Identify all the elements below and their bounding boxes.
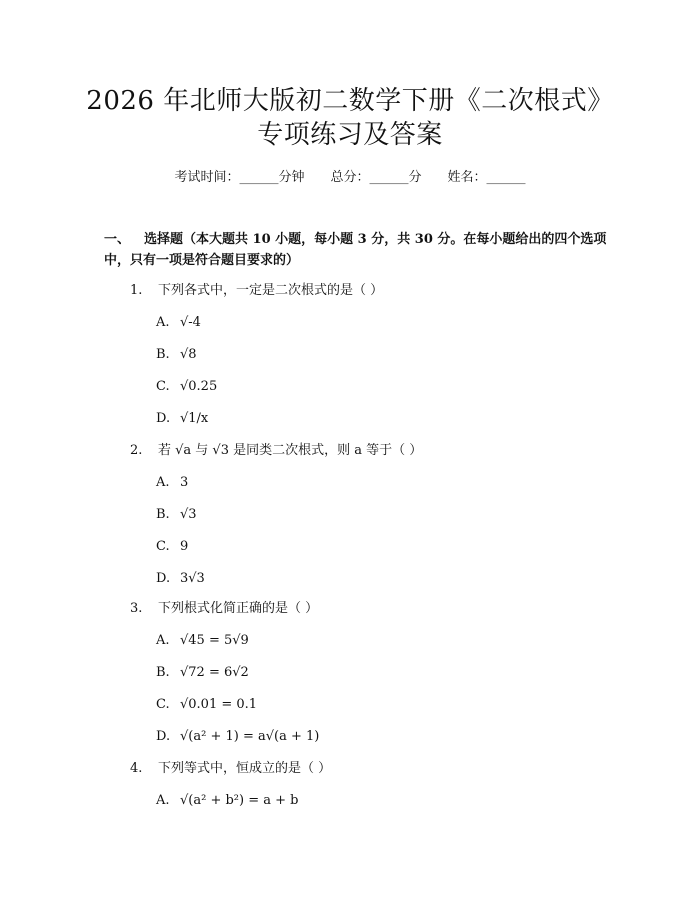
option-text: 9: [180, 539, 189, 554]
document-title-line-1: 2026 年北师大版初二数学下册《二次根式》: [86, 86, 614, 116]
option-label: C.: [156, 697, 170, 712]
option-label: A.: [156, 633, 170, 648]
option-text: √45 = 5√9: [180, 633, 249, 648]
exam-info-line: [0, 168, 700, 188]
option-text: √-4: [180, 315, 201, 330]
score-unit: 分: [408, 170, 422, 185]
question-3-option-b: [156, 663, 249, 683]
question-2-option-b: [156, 505, 197, 525]
score-label: 总分：: [330, 170, 370, 185]
question-2-option-c: [156, 537, 188, 557]
option-text: √72 = 6√2: [180, 665, 249, 680]
option-label: A.: [156, 793, 170, 808]
option-text: √1/x: [180, 411, 209, 426]
question-1-option-d: [156, 409, 208, 429]
question-1: [130, 281, 383, 301]
option-label: D.: [156, 411, 171, 426]
question-text: 下列等式中，恒成立的是（ ）: [158, 761, 332, 776]
question-2-option-a: [156, 473, 188, 493]
question-3: [130, 599, 318, 619]
option-text: √8: [180, 347, 197, 362]
question-1-option-a: [156, 313, 201, 333]
option-text: √0.01 = 0.1: [180, 697, 258, 712]
document-title-line-2: 专项练习及答案: [257, 120, 443, 150]
option-label: B.: [156, 507, 170, 522]
option-text: √(a² + 1) = a√(a + 1): [180, 729, 320, 744]
time-blank: ______: [239, 170, 279, 185]
question-number: 2.: [130, 443, 143, 458]
name-blank: ______: [486, 170, 526, 185]
question-4: [130, 759, 331, 779]
option-text: 3√3: [180, 571, 205, 586]
question-text: 下列各式中，一定是二次根式的是（ ）: [158, 283, 384, 298]
option-text: √0.25: [180, 379, 218, 394]
question-1-option-b: [156, 345, 197, 365]
question-text: 下列根式化简正确的是（ ）: [158, 601, 319, 616]
option-label: B.: [156, 665, 170, 680]
option-text: 3: [180, 475, 189, 490]
time-label: 考试时间：: [174, 170, 240, 185]
section-heading-text: 选择题（本大题共 10 小题，每小题 3 分，共 30 分。在每小题给出的四个选项中，只有一项是符合题目要求的）: [104, 232, 607, 268]
option-label: A.: [156, 315, 170, 330]
question-number: 4.: [130, 761, 143, 776]
question-3-option-c: [156, 695, 257, 715]
section-number: 一、: [104, 232, 131, 247]
option-label: A.: [156, 475, 170, 490]
question-number: 1.: [130, 283, 143, 298]
option-text: √3: [180, 507, 197, 522]
name-label: 姓名：: [447, 170, 487, 185]
option-text: √(a² + b²) = a + b: [180, 793, 299, 808]
option-label: D.: [156, 729, 171, 744]
option-label: B.: [156, 347, 170, 362]
question-3-option-d: [156, 727, 319, 747]
option-label: C.: [156, 379, 170, 394]
time-unit: 分钟: [278, 170, 305, 185]
option-label: D.: [156, 571, 171, 586]
option-label: C.: [156, 539, 170, 554]
section-heading: [104, 229, 609, 271]
score-blank: ______: [369, 170, 409, 185]
question-4-option-a: [156, 791, 298, 811]
question-text: 若 √a 与 √3 是同类二次根式，则 a 等于（ ）: [158, 443, 423, 458]
question-number: 3.: [130, 601, 143, 616]
question-2: [130, 441, 422, 461]
question-1-option-c: [156, 377, 217, 397]
question-2-option-d: [156, 569, 205, 589]
question-3-option-a: [156, 631, 249, 651]
